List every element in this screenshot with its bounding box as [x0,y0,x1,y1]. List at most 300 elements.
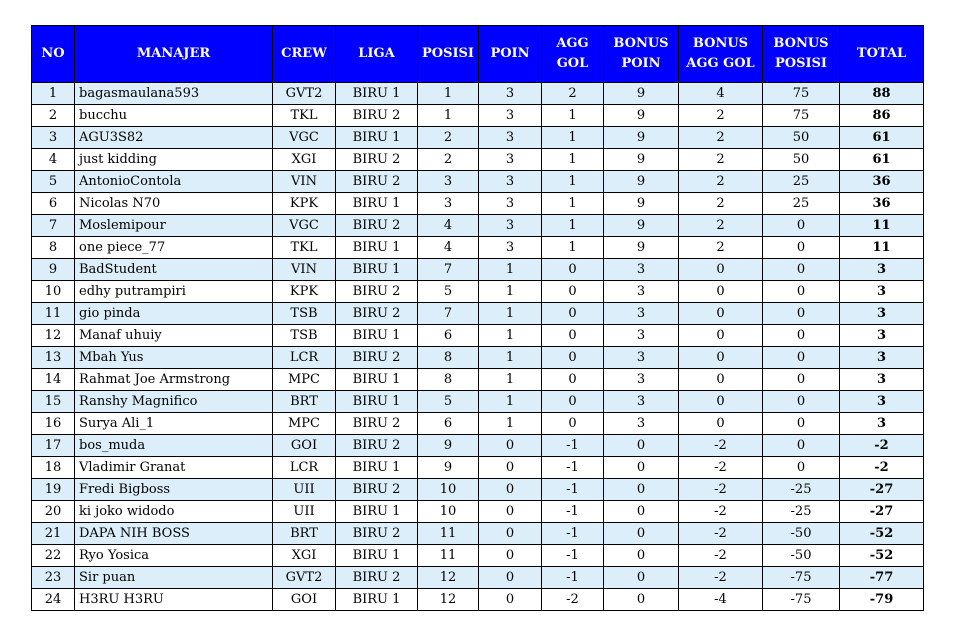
cell-manajer: AntonioContola [75,171,273,193]
cell-posisi: 10 [418,479,479,501]
cell-crew: VGC [273,215,336,237]
cell-liga: BIRU 1 [336,83,418,105]
cell-total: -2 [840,457,924,479]
cell-bonus-agg-gol: -2 [679,435,763,457]
cell-agg-gol: -1 [542,567,604,589]
table-row [32,105,924,127]
cell-bonus-posisi: 0 [763,435,840,457]
cell-poin: 1 [479,413,542,435]
cell-agg-gol: 0 [542,303,604,325]
cell-total: -27 [840,479,924,501]
cell-liga: BIRU 1 [336,259,418,281]
cell-crew: BRT [273,391,336,413]
cell-crew: GVT2 [273,567,336,589]
cell-posisi: 4 [418,237,479,259]
cell-bonus-posisi: 0 [763,325,840,347]
cell-posisi: 1 [418,83,479,105]
cell-manajer: gio pinda [75,303,273,325]
cell-agg-gol: 0 [542,281,604,303]
cell-agg-gol: 1 [542,193,604,215]
cell-agg-gol: 1 [542,237,604,259]
cell-manajer: AGU3S82 [75,127,273,149]
cell-bonus-posisi: 75 [763,83,840,105]
cell-liga: BIRU 2 [336,523,418,545]
cell-poin: 3 [479,193,542,215]
cell-no: 15 [32,391,75,413]
cell-bonus-poin: 0 [604,501,679,523]
cell-crew: TKL [273,105,336,127]
cell-bonus-agg-gol: 0 [679,281,763,303]
cell-no: 3 [32,127,75,149]
cell-liga: BIRU 1 [336,193,418,215]
cell-bonus-agg-gol: 2 [679,215,763,237]
cell-poin: 3 [479,83,542,105]
cell-posisi: 4 [418,215,479,237]
cell-bonus-posisi: 0 [763,347,840,369]
cell-crew: GOI [273,435,336,457]
standings-table [31,25,924,611]
cell-no: 22 [32,545,75,567]
cell-bonus-posisi: 50 [763,127,840,149]
cell-bonus-agg-gol: -2 [679,457,763,479]
cell-bonus-poin: 9 [604,237,679,259]
cell-bonus-poin: 3 [604,391,679,413]
cell-bonus-agg-gol: -2 [679,479,763,501]
cell-liga: BIRU 1 [336,127,418,149]
table-row [32,545,924,567]
cell-agg-gol: 0 [542,413,604,435]
cell-total: 3 [840,413,924,435]
cell-total: 3 [840,391,924,413]
cell-bonus-poin: 9 [604,215,679,237]
cell-bonus-agg-gol: -2 [679,501,763,523]
header-posisi: POSISI [418,26,479,83]
cell-posisi: 11 [418,545,479,567]
cell-posisi: 5 [418,391,479,413]
header-manajer: MANAJER [75,26,273,83]
cell-total: 61 [840,127,924,149]
cell-poin: 3 [479,105,542,127]
cell-no: 17 [32,435,75,457]
header-bonus-posisi: BONUS POSISI [763,26,840,83]
cell-bonus-poin: 3 [604,369,679,391]
cell-liga: BIRU 1 [336,457,418,479]
cell-bonus-poin: 0 [604,545,679,567]
table-row [32,413,924,435]
cell-crew: KPK [273,193,336,215]
cell-crew: MPC [273,413,336,435]
cell-bonus-agg-gol: -2 [679,545,763,567]
cell-agg-gol: 0 [542,369,604,391]
cell-liga: BIRU 1 [336,237,418,259]
cell-no: 18 [32,457,75,479]
cell-crew: VIN [273,171,336,193]
cell-posisi: 7 [418,303,479,325]
cell-no: 2 [32,105,75,127]
cell-posisi: 2 [418,149,479,171]
cell-posisi: 12 [418,567,479,589]
cell-bonus-posisi: 0 [763,237,840,259]
cell-crew: XGI [273,545,336,567]
cell-crew: TSB [273,303,336,325]
cell-no: 20 [32,501,75,523]
cell-bonus-agg-gol: -2 [679,523,763,545]
cell-liga: BIRU 1 [336,391,418,413]
cell-posisi: 9 [418,435,479,457]
cell-no: 16 [32,413,75,435]
cell-agg-gol: -1 [542,523,604,545]
cell-posisi: 12 [418,589,479,611]
cell-poin: 3 [479,237,542,259]
table-header [32,26,924,83]
cell-liga: BIRU 1 [336,501,418,523]
cell-liga: BIRU 2 [336,435,418,457]
cell-no: 6 [32,193,75,215]
table-row [32,347,924,369]
cell-bonus-poin: 0 [604,523,679,545]
cell-no: 11 [32,303,75,325]
cell-bonus-poin: 3 [604,259,679,281]
cell-manajer: Vladimir Granat [75,457,273,479]
cell-bonus-posisi: -50 [763,523,840,545]
cell-bonus-poin: 0 [604,589,679,611]
cell-agg-gol: 1 [542,105,604,127]
table-row [32,589,924,611]
cell-poin: 1 [479,347,542,369]
cell-no: 14 [32,369,75,391]
cell-liga: BIRU 2 [336,347,418,369]
cell-bonus-poin: 9 [604,83,679,105]
cell-posisi: 1 [418,105,479,127]
cell-bonus-poin: 3 [604,347,679,369]
table-row [32,149,924,171]
cell-posisi: 9 [418,457,479,479]
table-row [32,237,924,259]
table-row [32,215,924,237]
cell-total: -77 [840,567,924,589]
cell-liga: BIRU 1 [336,369,418,391]
cell-poin: 3 [479,171,542,193]
header-agg-gol: AGG GOL [542,26,604,83]
cell-poin: 1 [479,369,542,391]
cell-liga: BIRU 2 [336,281,418,303]
cell-bonus-poin: 9 [604,193,679,215]
table-row [32,391,924,413]
cell-no: 10 [32,281,75,303]
cell-posisi: 8 [418,369,479,391]
cell-total: 88 [840,83,924,105]
cell-manajer: DAPA NIH BOSS [75,523,273,545]
cell-posisi: 7 [418,259,479,281]
cell-manajer: Fredi Bigboss [75,479,273,501]
cell-manajer: just kidding [75,149,273,171]
cell-no: 4 [32,149,75,171]
cell-bonus-agg-gol: 0 [679,303,763,325]
cell-total: -52 [840,523,924,545]
cell-agg-gol: 0 [542,325,604,347]
cell-agg-gol: 2 [542,83,604,105]
cell-no: 1 [32,83,75,105]
cell-total: -27 [840,501,924,523]
cell-manajer: Moslemipour [75,215,273,237]
cell-posisi: 3 [418,193,479,215]
cell-agg-gol: 0 [542,259,604,281]
table-row [32,171,924,193]
cell-poin: 3 [479,127,542,149]
cell-posisi: 2 [418,127,479,149]
cell-bonus-poin: 0 [604,435,679,457]
cell-total: 3 [840,303,924,325]
cell-bonus-poin: 9 [604,105,679,127]
table-row [32,325,924,347]
header-crew: CREW [273,26,336,83]
cell-agg-gol: 1 [542,149,604,171]
header-row [32,26,924,83]
cell-manajer: H3RU H3RU [75,589,273,611]
cell-bonus-agg-gol: 2 [679,171,763,193]
cell-bonus-poin: 9 [604,149,679,171]
cell-poin: 1 [479,281,542,303]
cell-crew: GVT2 [273,83,336,105]
cell-bonus-agg-gol: 4 [679,83,763,105]
cell-no: 8 [32,237,75,259]
table-body [32,83,924,611]
cell-crew: VIN [273,259,336,281]
cell-bonus-poin: 0 [604,567,679,589]
cell-bonus-posisi: 0 [763,281,840,303]
cell-bonus-posisi: 0 [763,369,840,391]
cell-manajer: edhy putrampiri [75,281,273,303]
cell-bonus-posisi: -75 [763,567,840,589]
cell-bonus-agg-gol: 2 [679,127,763,149]
cell-bonus-posisi: 0 [763,413,840,435]
cell-bonus-agg-gol: 0 [679,369,763,391]
cell-posisi: 6 [418,325,479,347]
cell-crew: UII [273,479,336,501]
table-row [32,501,924,523]
cell-bonus-poin: 3 [604,325,679,347]
cell-bonus-agg-gol: 0 [679,347,763,369]
cell-liga: BIRU 2 [336,479,418,501]
cell-manajer: Surya Ali_1 [75,413,273,435]
cell-manajer: Sir puan [75,567,273,589]
cell-manajer: bagasmaulana593 [75,83,273,105]
cell-liga: BIRU 1 [336,325,418,347]
cell-bonus-agg-gol: 2 [679,105,763,127]
cell-bonus-posisi: -50 [763,545,840,567]
cell-agg-gol: -1 [542,479,604,501]
cell-poin: 1 [479,325,542,347]
table-row [32,567,924,589]
cell-agg-gol: 1 [542,215,604,237]
cell-total: 3 [840,281,924,303]
cell-liga: BIRU 2 [336,105,418,127]
cell-manajer: BadStudent [75,259,273,281]
cell-manajer: Rahmat Joe Armstrong [75,369,273,391]
cell-poin: 0 [479,545,542,567]
table-row [32,83,924,105]
cell-bonus-agg-gol: 0 [679,413,763,435]
cell-bonus-agg-gol: 0 [679,259,763,281]
table-row [32,435,924,457]
cell-liga: BIRU 2 [336,171,418,193]
cell-agg-gol: 0 [542,391,604,413]
table-row [32,369,924,391]
header-total: TOTAL [840,26,924,83]
cell-agg-gol: -1 [542,457,604,479]
cell-liga: BIRU 1 [336,545,418,567]
cell-bonus-posisi: 50 [763,149,840,171]
cell-manajer: Ranshy Magnifico [75,391,273,413]
cell-bonus-poin: 9 [604,171,679,193]
cell-liga: BIRU 2 [336,413,418,435]
cell-bonus-posisi: 0 [763,457,840,479]
cell-crew: GOI [273,589,336,611]
cell-manajer: bucchu [75,105,273,127]
cell-agg-gol: 1 [542,127,604,149]
cell-bonus-posisi: 0 [763,391,840,413]
cell-bonus-agg-gol: 0 [679,391,763,413]
cell-total: 11 [840,237,924,259]
cell-poin: 0 [479,589,542,611]
cell-poin: 0 [479,501,542,523]
cell-crew: TKL [273,237,336,259]
cell-bonus-poin: 0 [604,479,679,501]
cell-bonus-poin: 0 [604,457,679,479]
cell-poin: 3 [479,215,542,237]
cell-total: 36 [840,171,924,193]
cell-posisi: 6 [418,413,479,435]
header-poin: POIN [479,26,542,83]
cell-manajer: Ryo Yosica [75,545,273,567]
cell-poin: 0 [479,479,542,501]
header-no: NO [32,26,75,83]
cell-agg-gol: -1 [542,435,604,457]
cell-total: -2 [840,435,924,457]
cell-crew: TSB [273,325,336,347]
header-bonus-poin: BONUS POIN [604,26,679,83]
cell-crew: UII [273,501,336,523]
cell-total: 61 [840,149,924,171]
cell-liga: BIRU 2 [336,149,418,171]
cell-total: -79 [840,589,924,611]
cell-bonus-posisi: 0 [763,259,840,281]
cell-manajer: bos_muda [75,435,273,457]
cell-no: 24 [32,589,75,611]
cell-crew: MPC [273,369,336,391]
table-row [32,281,924,303]
cell-manajer: Mbah Yus [75,347,273,369]
cell-bonus-posisi: 25 [763,171,840,193]
cell-crew: KPK [273,281,336,303]
cell-agg-gol: -1 [542,545,604,567]
cell-agg-gol: -2 [542,589,604,611]
cell-bonus-agg-gol: 2 [679,193,763,215]
table-row [32,479,924,501]
cell-poin: 1 [479,303,542,325]
cell-agg-gol: 1 [542,171,604,193]
cell-bonus-posisi: 0 [763,215,840,237]
cell-no: 7 [32,215,75,237]
cell-bonus-poin: 9 [604,127,679,149]
table-row [32,523,924,545]
cell-no: 12 [32,325,75,347]
cell-bonus-posisi: -75 [763,589,840,611]
table-row [32,127,924,149]
cell-posisi: 5 [418,281,479,303]
cell-liga: BIRU 2 [336,303,418,325]
cell-manajer: one piece_77 [75,237,273,259]
cell-manajer: Nicolas N70 [75,193,273,215]
cell-posisi: 8 [418,347,479,369]
cell-agg-gol: 0 [542,347,604,369]
cell-bonus-agg-gol: -4 [679,589,763,611]
cell-crew: LCR [273,457,336,479]
cell-manajer: ki joko widodo [75,501,273,523]
cell-liga: BIRU 2 [336,567,418,589]
cell-total: 36 [840,193,924,215]
header-bonus-agg-gol: BONUS AGG GOL [679,26,763,83]
cell-poin: 1 [479,259,542,281]
cell-total: 86 [840,105,924,127]
cell-poin: 0 [479,457,542,479]
cell-bonus-poin: 3 [604,281,679,303]
cell-bonus-poin: 3 [604,303,679,325]
cell-total: 11 [840,215,924,237]
cell-total: 3 [840,369,924,391]
cell-crew: LCR [273,347,336,369]
cell-no: 23 [32,567,75,589]
header-liga: LIGA [336,26,418,83]
cell-bonus-posisi: 75 [763,105,840,127]
cell-poin: 0 [479,567,542,589]
table-row [32,457,924,479]
cell-no: 5 [32,171,75,193]
cell-manajer: Manaf uhuiy [75,325,273,347]
cell-no: 21 [32,523,75,545]
cell-poin: 0 [479,435,542,457]
cell-bonus-agg-gol: 2 [679,149,763,171]
table-row [32,303,924,325]
cell-bonus-posisi: 0 [763,303,840,325]
cell-total: 3 [840,259,924,281]
cell-liga: BIRU 1 [336,589,418,611]
cell-no: 19 [32,479,75,501]
cell-posisi: 10 [418,501,479,523]
cell-no: 13 [32,347,75,369]
cell-agg-gol: -1 [542,501,604,523]
cell-poin: 0 [479,523,542,545]
cell-bonus-agg-gol: -2 [679,567,763,589]
table-row [32,259,924,281]
cell-no: 9 [32,259,75,281]
cell-poin: 1 [479,391,542,413]
cell-crew: VGC [273,127,336,149]
cell-bonus-posisi: -25 [763,501,840,523]
cell-liga: BIRU 2 [336,215,418,237]
cell-bonus-posisi: 25 [763,193,840,215]
cell-posisi: 3 [418,171,479,193]
cell-total: 3 [840,325,924,347]
cell-crew: BRT [273,523,336,545]
cell-poin: 3 [479,149,542,171]
cell-total: 3 [840,347,924,369]
cell-posisi: 11 [418,523,479,545]
cell-bonus-poin: 3 [604,413,679,435]
cell-total: -52 [840,545,924,567]
cell-bonus-agg-gol: 2 [679,237,763,259]
cell-crew: XGI [273,149,336,171]
